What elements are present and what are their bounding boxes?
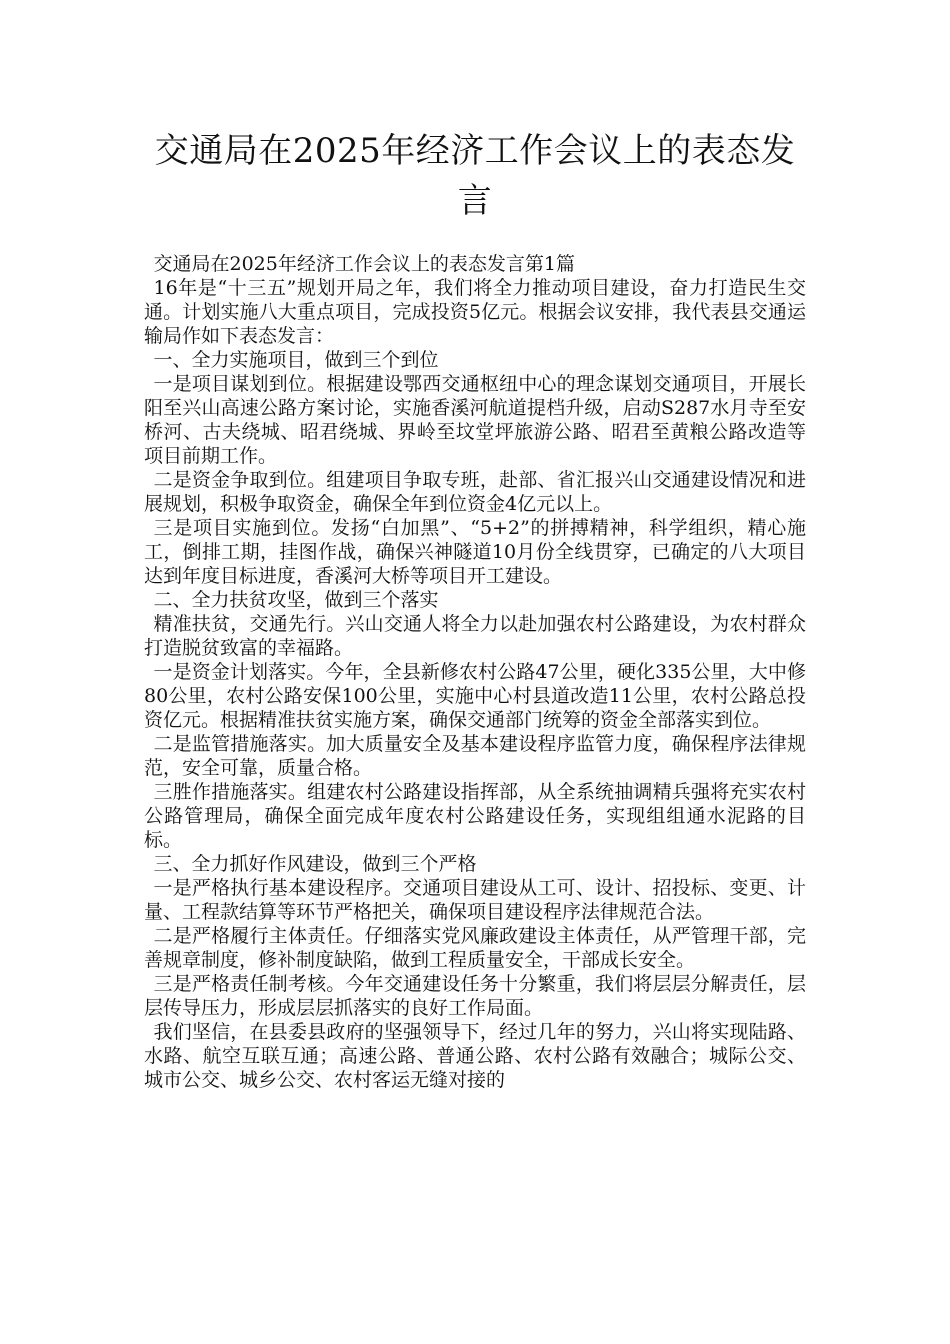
section-heading: 三、全力抓好作风建设，做到三个严格 — [153, 853, 477, 875]
document-body — [144, 252, 806, 1092]
paragraph: 三胜作措施落实。组建农村公路建设指挥部，从全系统抽调精兵强将充实农村公路管理局，确保全面完成年度农村公路建设任务，实现组组通水泥路的目标。 — [144, 781, 806, 851]
section-heading: 二、全力扶贫攻坚，做到三个落实 — [153, 589, 439, 611]
paragraph: 16年是“十三五”规划开局之年，我们将全力推动项目建设，奋力打造民生交通。计划实施八大重点项目，完成投资5亿元。根据会议安排，我代表县交通运输局作如下表态发言： — [144, 277, 806, 347]
paragraph: 我们坚信，在县委县政府的坚强领导下，经过几年的努力，兴山将实现陆路、水路、航空互联互通；高速公路、普通公路、农村公路有效融合；城际公交、城市公交、城乡公交、农村客运无缝对接的 — [144, 1021, 806, 1091]
paragraph: 二是资金争取到位。组建项目争取专班，赴部、省汇报兴山交通建设情况和进展规划，积极争取资金，确保全年到位资金4亿元以上。 — [144, 469, 806, 515]
paragraph: 交通局在2025年经济工作会议上的表态发言第1篇 — [153, 253, 575, 275]
paragraph: 二是监管措施落实。加大质量安全及基本建设程序监管力度，确保程序法律规范，安全可靠，质量合格。 — [144, 733, 806, 779]
paragraph: 三是项目实施到位。发扬“白加黑”、“5+2”的拼搏精神，科学组织，精心施工，倒排工期，挂图作战，确保兴神隧道10月份全线贯穿，已确定的八大项目达到年度目标进度，香溪河大桥等项目开工建设。 — [144, 517, 806, 587]
section-heading: 一、全力实施项目，做到三个到位 — [153, 349, 439, 371]
paragraph: 一是严格执行基本建设程序。交通项目建设从工可、设计、招投标、变更、计量、工程款结算等环节严格把关，确保项目建设程序法律规范合法。 — [144, 877, 806, 923]
paragraph: 二是严格履行主体责任。仔细落实党风廉政建设主体责任，从严管理干部，完善规章制度，修补制度缺陷，做到工程质量安全，干部成长安全。 — [144, 925, 806, 971]
paragraph: 三是严格责任制考核。今年交通建设任务十分繁重，我们将层层分解责任，层层传导压力，形成层层抓落实的良好工作局面。 — [144, 973, 806, 1019]
paragraph: 一是资金计划落实。今年，全县新修农村公路47公里，硬化335公里，大中修80公里，农村公路安保100公里，实施中心村县道改造11公里，农村公路总投资亿元。根据精准扶贫实施方案，确保交通部门统筹的资金全部落实到位。 — [144, 661, 806, 731]
paragraph: 一是项目谋划到位。根据建设鄂西交通枢纽中心的理念谋划交通项目，开展长阳至兴山高速公路方案讨论，实施香溪河航道提档升级，启动S287水月寺至安桥河、古夫绕城、昭君绕城、界岭至坟堂坪旅游公路、昭君至黄粮公路改造等项目前期工作。 — [144, 373, 806, 467]
document-page — [144, 126, 806, 1092]
document-title: 交通局在2025年经济工作会议上的表态发言 — [154, 131, 796, 221]
paragraph: 精准扶贫，交通先行。兴山交通人将全力以赴加强农村公路建设，为农村群众打造脱贫致富的幸福路。 — [144, 613, 806, 659]
